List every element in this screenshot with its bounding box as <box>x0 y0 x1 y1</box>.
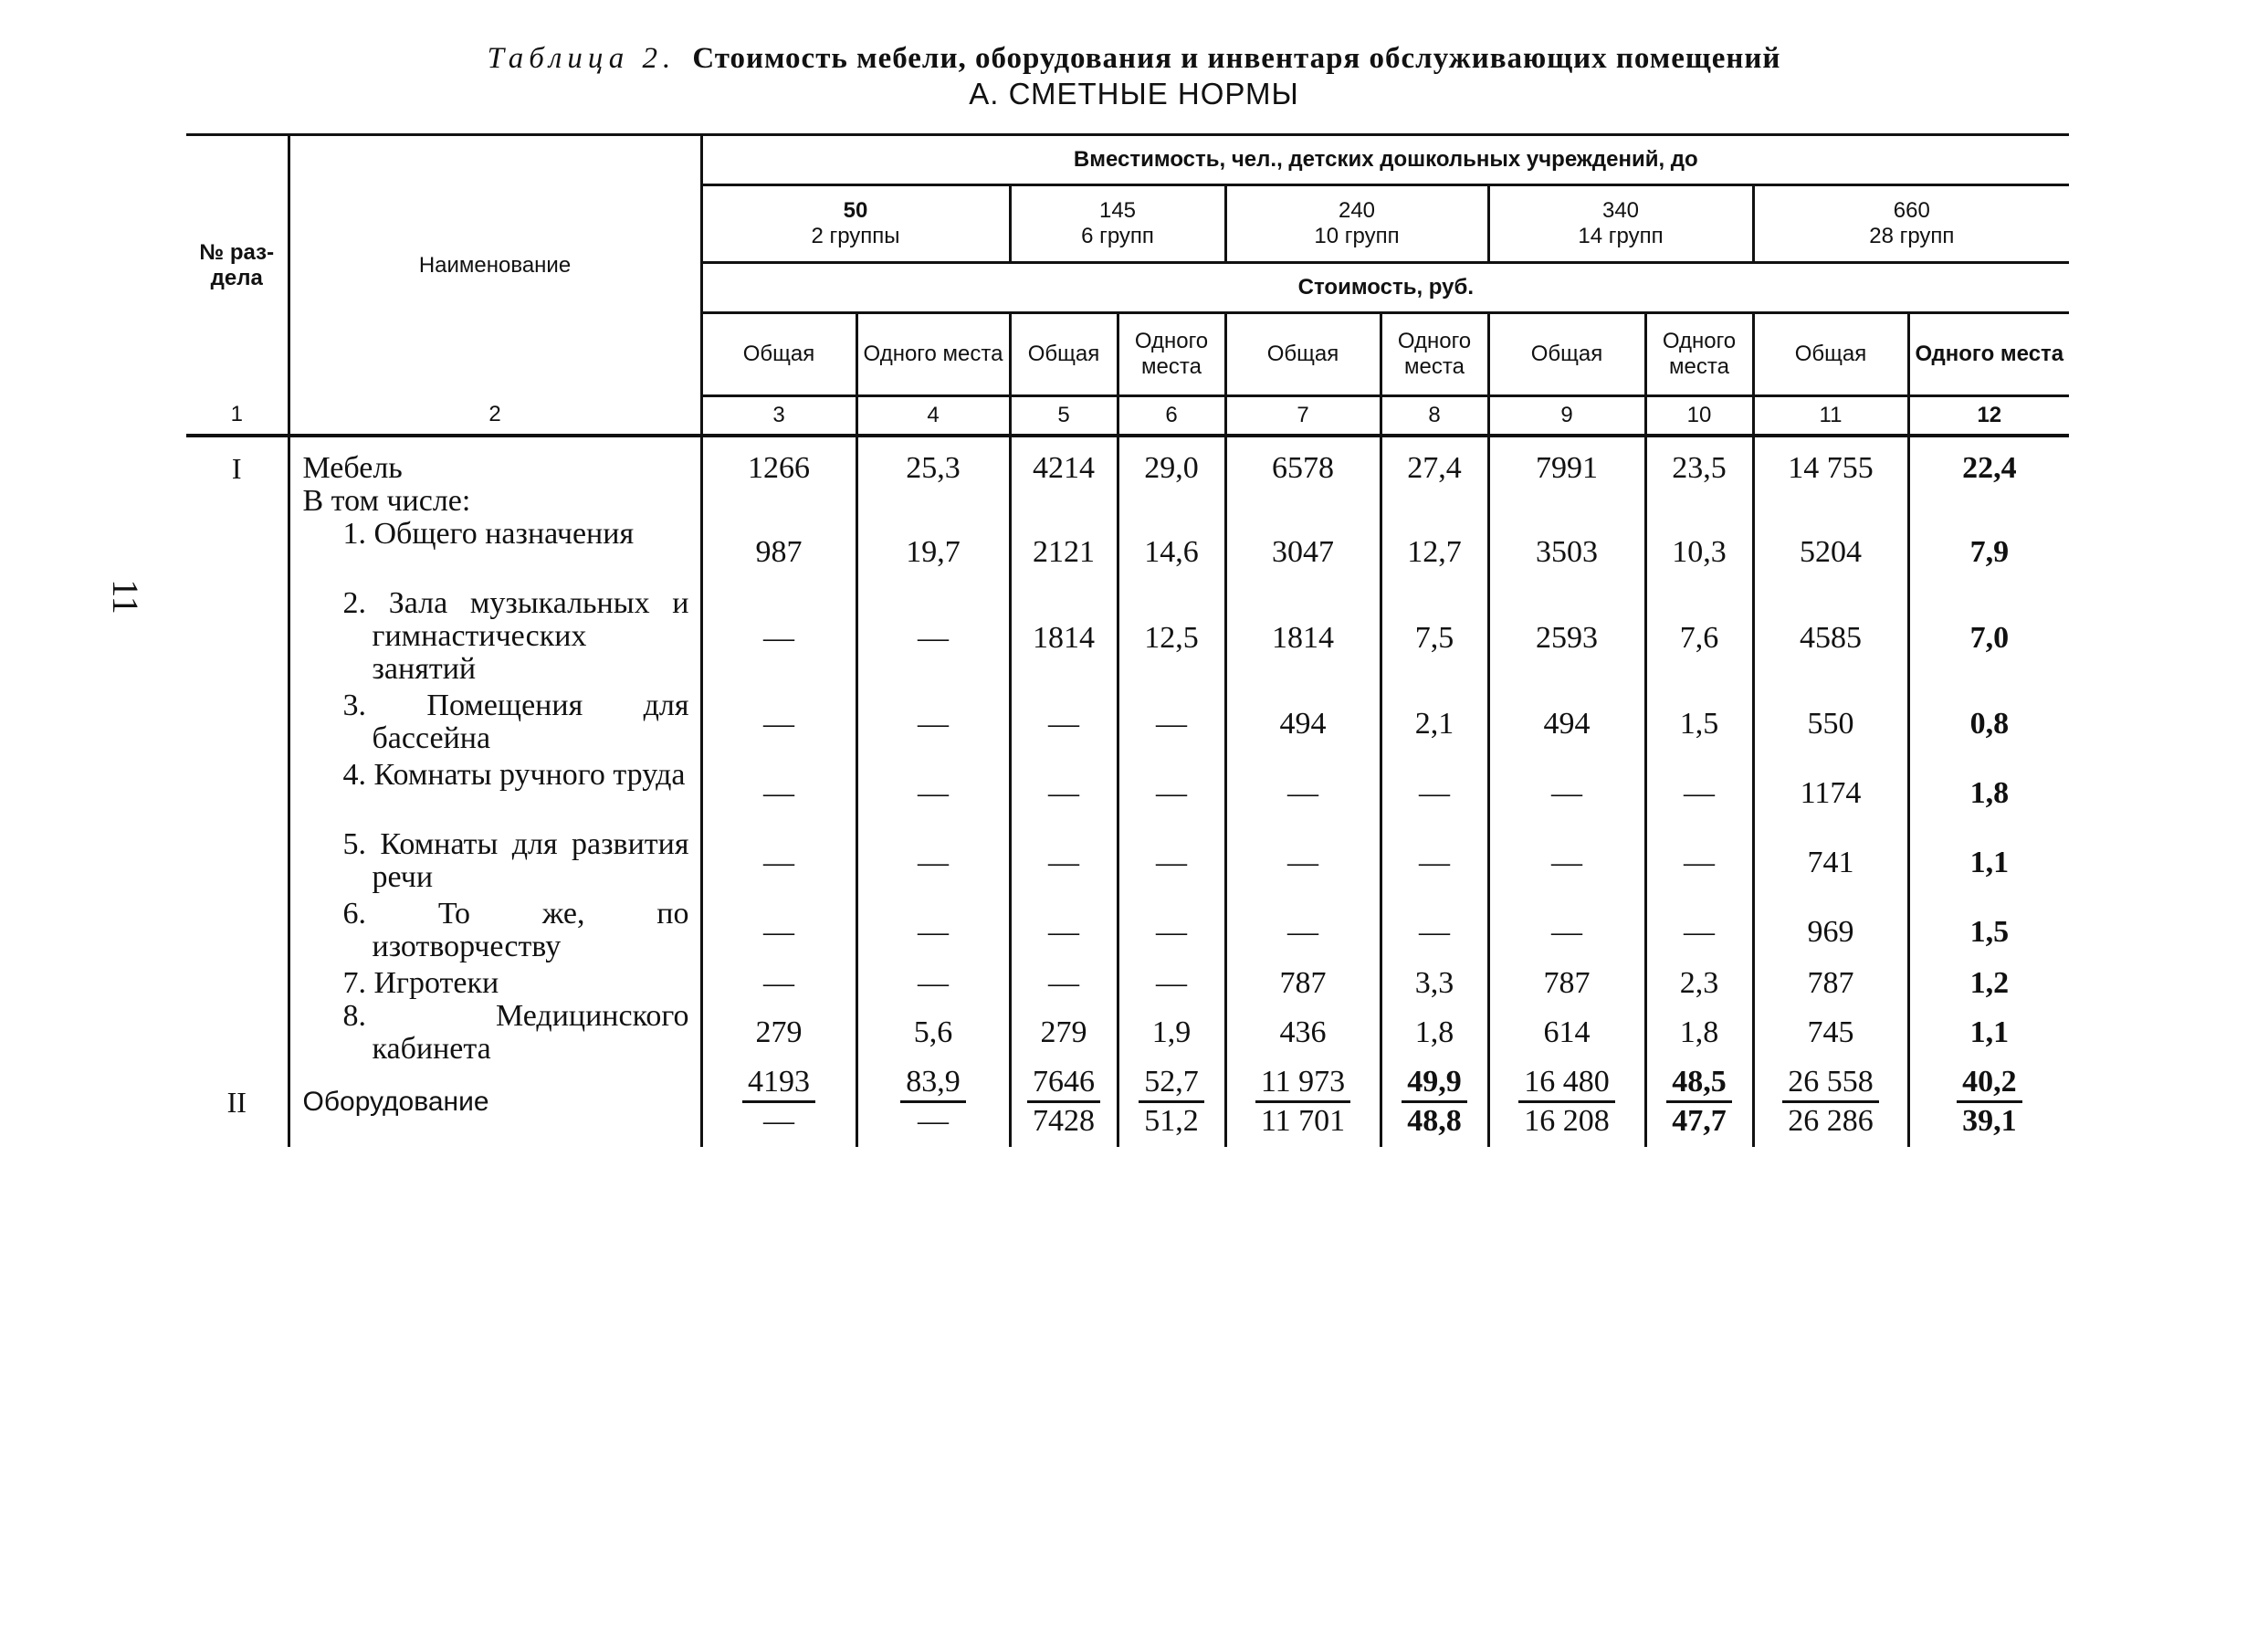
total-cost-cell: 279 <box>1010 1000 1118 1066</box>
total-cost-cell: — <box>701 967 856 1000</box>
per-place-cost-cell: 1,1 <box>1908 1000 2069 1066</box>
fraction-numerator: 83,9 <box>900 1066 966 1103</box>
per-place-cost-cell: 1,8 <box>1645 1000 1753 1066</box>
per-place-cost-cell: — <box>1381 828 1488 898</box>
total-cost-cell: — <box>701 759 856 828</box>
total-cost-cell <box>1010 485 1118 518</box>
fraction-denominator: 51,2 <box>1144 1104 1199 1138</box>
total-cost-cell: 3503 <box>1488 518 1645 587</box>
section-number <box>186 967 289 1000</box>
cost-caption: Стоимость, руб. <box>701 263 2069 313</box>
fraction-denominator: 47,7 <box>1672 1104 1727 1138</box>
total-cost-cell: 614 <box>1488 1000 1645 1066</box>
fraction-denominator: 16 208 <box>1524 1104 1610 1138</box>
table-row <box>186 518 2069 587</box>
per-place-cost-cell: — <box>856 689 1010 759</box>
total-cost-cell: 494 <box>1488 689 1645 759</box>
per-place-cost-cell: 1,5 <box>1645 689 1753 759</box>
total-cost-cell: 745 <box>1753 1000 1908 1066</box>
table-row <box>186 587 2069 689</box>
per-place-cost-cell: 22,4 <box>1908 436 2069 485</box>
total-cost-cell: 279 <box>701 1000 856 1066</box>
row-name <box>289 485 701 518</box>
per-place-cost-cell <box>1118 485 1225 518</box>
per-place-cost-cell <box>1381 485 1488 518</box>
table-row <box>186 485 2069 518</box>
row-name <box>289 518 701 587</box>
col-number: 1 <box>186 396 289 436</box>
fraction-numerator: 11 973 <box>1255 1066 1350 1103</box>
table-row <box>186 1000 2069 1066</box>
total-cost-cell: — <box>1488 759 1645 828</box>
fraction-value <box>742 1066 815 1138</box>
per-place-cost-cell <box>1908 485 2069 518</box>
fraction-denominator: 39,1 <box>1962 1104 2017 1138</box>
total-cost-cell: 14 755 <box>1753 436 1908 485</box>
per-place-cost-cell: — <box>1118 759 1225 828</box>
per-place-cost-cell: 19,7 <box>856 518 1010 587</box>
total-cost-cell: 1814 <box>1225 587 1381 689</box>
fraction-denominator: 48,8 <box>1407 1104 1462 1138</box>
group-header: 340 14 групп <box>1488 185 1753 263</box>
row-name-text: 4. Комнаты ручного труда <box>342 758 686 792</box>
group-header: 145 6 групп <box>1010 185 1225 263</box>
table-subtitle: А. СМЕТНЫЕ НОРМЫ <box>969 77 1299 110</box>
per-place-cost-cell: — <box>1118 689 1225 759</box>
per-place-cost-cell: 7,6 <box>1645 587 1753 689</box>
total-header: Общая <box>1225 313 1381 396</box>
col-number: 6 <box>1118 396 1225 436</box>
section-number <box>186 587 289 689</box>
section-number <box>186 689 289 759</box>
row-name <box>289 898 701 967</box>
col-number: 7 <box>1225 396 1381 436</box>
per-place-header: Одного места <box>1118 313 1225 396</box>
row-name: Оборудование <box>289 1066 701 1147</box>
total-cost-cell: 436 <box>1225 1000 1381 1066</box>
total-cost-cell: — <box>701 828 856 898</box>
fraction-denominator: 11 701 <box>1260 1104 1346 1138</box>
fraction-value <box>1957 1066 2022 1138</box>
row-name-text: 6. То же, по изотворчеству <box>342 897 689 963</box>
col-number: 3 <box>701 396 856 436</box>
total-cost-cell: — <box>1010 759 1118 828</box>
col-number: 9 <box>1488 396 1645 436</box>
row-name-text: 8. Медицинского кабинета <box>342 999 689 1066</box>
col-number: 4 <box>856 396 1010 436</box>
total-cost-cell: — <box>1225 898 1381 967</box>
row-name <box>289 967 701 1000</box>
per-place-cost-cell: — <box>1381 898 1488 967</box>
fraction-denominator: — <box>918 1104 949 1138</box>
total-cost-cell: 4585 <box>1753 587 1908 689</box>
fraction-value <box>1518 1066 1615 1138</box>
fraction-value <box>900 1066 966 1138</box>
row-name <box>289 689 701 759</box>
section-col-header: № раз- дела <box>186 135 289 396</box>
section-number <box>186 485 289 518</box>
group-header: 50 2 группы <box>701 185 1010 263</box>
total-cost-cell: 494 <box>1225 689 1381 759</box>
per-place-cost-cell: — <box>1645 898 1753 967</box>
per-place-cost-cell: — <box>1645 828 1753 898</box>
row-name-text: В том числе: <box>302 484 471 518</box>
fraction-value <box>1139 1066 1204 1138</box>
total-cost-cell: 3047 <box>1225 518 1381 587</box>
cost-table <box>186 133 2069 1147</box>
per-place-cost-cell: 14,6 <box>1118 518 1225 587</box>
total-cost-cell: — <box>1010 898 1118 967</box>
total-cost-cell: — <box>701 587 856 689</box>
fraction-denominator: — <box>763 1104 794 1138</box>
total-cost-cell: 1814 <box>1010 587 1118 689</box>
per-place-cost-cell <box>1908 1066 2069 1147</box>
per-place-cost-cell: 12,7 <box>1381 518 1488 587</box>
row-name-text: Мебель <box>302 451 403 485</box>
row-name <box>289 1000 701 1066</box>
col-number: 8 <box>1381 396 1488 436</box>
total-cost-cell: 1174 <box>1753 759 1908 828</box>
table-title: Стоимость мебели, оборудования и инвентаря обслуживающих помещений <box>692 42 1781 75</box>
per-place-cost-cell: 7,0 <box>1908 587 2069 689</box>
row-name-text: 2. Зала музыкальных и гимнастических занятий <box>342 586 689 686</box>
fraction-value <box>1666 1066 1732 1138</box>
total-cost-cell: 2121 <box>1010 518 1118 587</box>
per-place-header: Одного места <box>856 313 1010 396</box>
total-cost-cell <box>1753 1066 1908 1147</box>
fraction-numerator: 16 480 <box>1518 1066 1615 1103</box>
total-cost-cell <box>701 485 856 518</box>
per-place-cost-cell: 10,3 <box>1645 518 1753 587</box>
total-cost-cell <box>1488 1066 1645 1147</box>
per-place-cost-cell: 7,5 <box>1381 587 1488 689</box>
col-number: 2 <box>289 396 701 436</box>
total-cost-cell: — <box>1010 828 1118 898</box>
total-cost-cell: 6578 <box>1225 436 1381 485</box>
total-cost-cell: 7991 <box>1488 436 1645 485</box>
row-name-text: 5. Комнаты для развития речи <box>342 827 689 894</box>
row-name <box>289 759 701 828</box>
per-place-cost-cell: 2,1 <box>1381 689 1488 759</box>
fraction-denominator: 26 286 <box>1788 1104 1874 1138</box>
per-place-cost-cell: 25,3 <box>856 436 1010 485</box>
col-number: 11 <box>1753 396 1908 436</box>
per-place-cost-cell: — <box>856 828 1010 898</box>
total-cost-cell: 787 <box>1225 967 1381 1000</box>
total-cost-cell: 2593 <box>1488 587 1645 689</box>
capacity-caption: Вместимость, чел., детских дошкольных учреждений, до <box>701 135 2069 185</box>
fraction-value <box>1402 1066 1467 1138</box>
total-header: Общая <box>1753 313 1908 396</box>
per-place-cost-cell: — <box>1645 759 1753 828</box>
per-place-cost-cell: 1,9 <box>1118 1000 1225 1066</box>
fraction-numerator: 48,5 <box>1666 1066 1732 1103</box>
total-cost-cell <box>1753 485 1908 518</box>
name-col-header: Наименование <box>289 135 701 396</box>
total-cost-cell <box>701 1066 856 1147</box>
per-place-cost-cell: 1,8 <box>1381 1000 1488 1066</box>
total-cost-cell: — <box>1010 967 1118 1000</box>
table-body <box>186 436 2069 1147</box>
section-number <box>186 1000 289 1066</box>
total-cost-cell: 787 <box>1488 967 1645 1000</box>
total-cost-cell: — <box>1488 828 1645 898</box>
table-row <box>186 689 2069 759</box>
per-place-cost-cell <box>1381 1066 1488 1147</box>
section-number: II <box>226 1085 247 1119</box>
per-place-cost-cell: 12,5 <box>1118 587 1225 689</box>
fraction-numerator: 49,9 <box>1402 1066 1467 1103</box>
total-cost-cell: 969 <box>1753 898 1908 967</box>
table-label: Таблица 2. <box>487 42 677 75</box>
total-cost-cell <box>1225 1066 1381 1147</box>
total-cost-cell <box>1010 1066 1118 1147</box>
total-cost-cell: — <box>1488 898 1645 967</box>
total-cost-cell: 550 <box>1753 689 1908 759</box>
group-header: 240 10 групп <box>1225 185 1488 263</box>
col-number: 12 <box>1908 396 2069 436</box>
row-name-text: 3. Помещения для бассейна <box>342 689 689 755</box>
total-cost-cell: — <box>701 689 856 759</box>
per-place-cost-cell: 27,4 <box>1381 436 1488 485</box>
per-place-cost-cell: 7,9 <box>1908 518 2069 587</box>
fraction-value <box>1782 1066 1879 1138</box>
per-place-cost-cell: 1,8 <box>1908 759 2069 828</box>
per-place-cost-cell <box>1645 485 1753 518</box>
total-cost-cell: 987 <box>701 518 856 587</box>
per-place-cost-cell: 23,5 <box>1645 436 1753 485</box>
per-place-cost-cell: — <box>1118 967 1225 1000</box>
total-cost-cell: — <box>1225 759 1381 828</box>
per-place-cost-cell: 29,0 <box>1118 436 1225 485</box>
fraction-value <box>1255 1066 1350 1138</box>
fraction-numerator: 52,7 <box>1139 1066 1204 1103</box>
total-cost-cell: — <box>1225 828 1381 898</box>
section-number <box>186 518 289 587</box>
per-place-cost-cell <box>856 485 1010 518</box>
row-name <box>289 436 701 485</box>
per-place-cost-cell: 1,5 <box>1908 898 2069 967</box>
per-place-cost-cell <box>856 1066 1010 1147</box>
per-place-cost-cell: — <box>856 587 1010 689</box>
row-name-text: 7. Игротеки <box>342 966 499 1000</box>
total-cost-cell: — <box>1010 689 1118 759</box>
per-place-cost-cell: — <box>856 967 1010 1000</box>
table-row <box>186 828 2069 898</box>
per-place-cost-cell: 3,3 <box>1381 967 1488 1000</box>
total-cost-cell <box>1225 485 1381 518</box>
fraction-numerator: 40,2 <box>1957 1066 2022 1103</box>
per-place-cost-cell: — <box>1381 759 1488 828</box>
table-row <box>186 898 2069 967</box>
per-place-cost-cell <box>1645 1066 1753 1147</box>
total-header: Общая <box>701 313 856 396</box>
col-number: 5 <box>1010 396 1118 436</box>
per-place-cost-cell: 0,8 <box>1908 689 2069 759</box>
total-header: Общая <box>1010 313 1118 396</box>
table-caption <box>0 40 2268 77</box>
table-row <box>186 436 2069 485</box>
group-header: 660 28 групп <box>1753 185 2069 263</box>
table-row <box>186 1066 2069 1147</box>
fraction-value <box>1027 1066 1100 1138</box>
per-place-cost-cell: 1,2 <box>1908 967 2069 1000</box>
table-row <box>186 967 2069 1000</box>
section-number <box>186 759 289 828</box>
per-place-header: Одного места <box>1381 313 1488 396</box>
section-number: I <box>231 452 242 485</box>
page-number: 11 <box>104 579 146 615</box>
per-place-cost-cell: — <box>856 898 1010 967</box>
per-place-cost-cell: 1,1 <box>1908 828 2069 898</box>
section-number <box>186 898 289 967</box>
row-name <box>289 587 701 689</box>
fraction-denominator: 7428 <box>1033 1104 1095 1138</box>
table-row <box>186 759 2069 828</box>
col-number: 10 <box>1645 396 1753 436</box>
per-place-cost-cell <box>1118 1066 1225 1147</box>
total-cost-cell: 741 <box>1753 828 1908 898</box>
per-place-cost-cell: — <box>1118 898 1225 967</box>
row-name <box>289 828 701 898</box>
total-cost-cell: 4214 <box>1010 436 1118 485</box>
per-place-cost-cell: — <box>1118 828 1225 898</box>
section-number <box>186 828 289 898</box>
total-cost-cell <box>1488 485 1645 518</box>
fraction-numerator: 4193 <box>742 1066 815 1103</box>
total-header: Общая <box>1488 313 1645 396</box>
row-name-text: 1. Общего назначения <box>342 517 635 551</box>
per-place-header: Одного места <box>1908 313 2069 396</box>
total-cost-cell: 787 <box>1753 967 1908 1000</box>
total-cost-cell: 5204 <box>1753 518 1908 587</box>
per-place-cost-cell: — <box>856 759 1010 828</box>
per-place-header: Одного места <box>1645 313 1753 396</box>
per-place-cost-cell: 5,6 <box>856 1000 1010 1066</box>
fraction-numerator: 7646 <box>1027 1066 1100 1103</box>
total-cost-cell: 1266 <box>701 436 856 485</box>
total-cost-cell: — <box>701 898 856 967</box>
per-place-cost-cell: 2,3 <box>1645 967 1753 1000</box>
fraction-numerator: 26 558 <box>1782 1066 1879 1103</box>
